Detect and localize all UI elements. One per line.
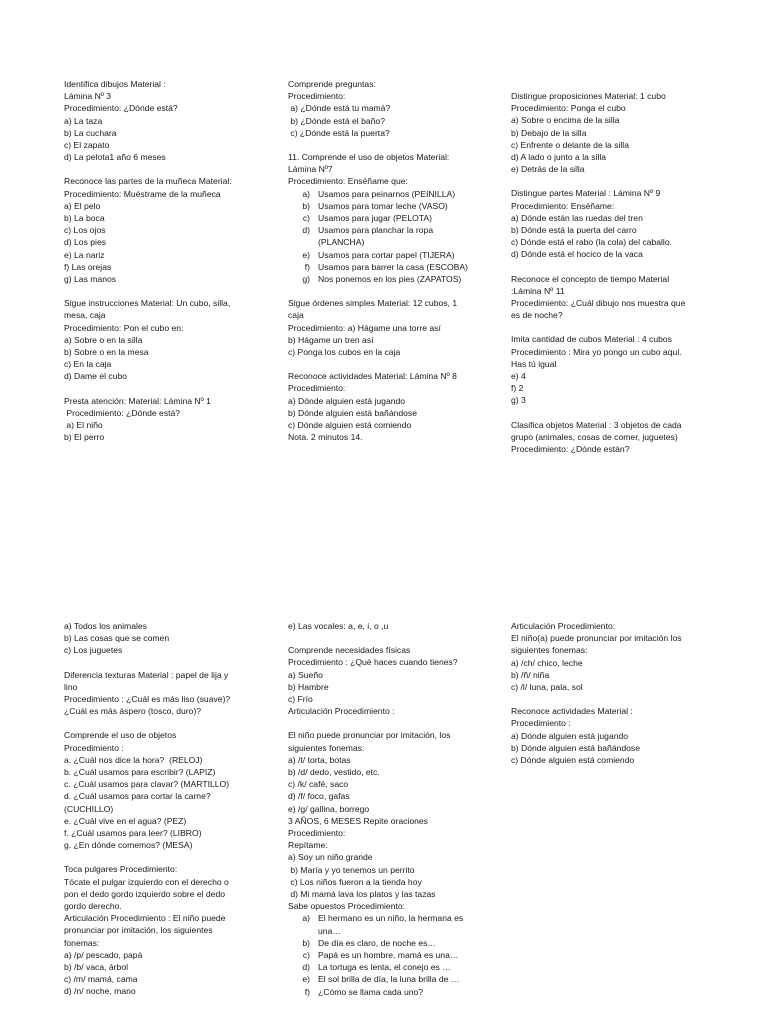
- text-line: b) /d/ dedo, vestido, etc.: [288, 767, 380, 778]
- text-line: Procedimiento : ¿Qué haces cuando tienes?: [288, 657, 458, 668]
- text-line: b) María y yo tenemos un perrito: [288, 864, 415, 875]
- text-line: Procedimiento : Mira yo pongo un cubo aquí.: [511, 346, 683, 357]
- text-line: fonemas:: [64, 937, 100, 948]
- text-line: Identifica dibujos Material :: [64, 79, 166, 89]
- text-line: Distingue proposiciones Material: 1 cubo: [511, 91, 666, 101]
- list-marker: e): [302, 974, 310, 985]
- text-line: gordo derecho.: [64, 901, 122, 912]
- top-column-1: [64, 78, 274, 443]
- text-line: Distingue partes Material : Lámina Nº 9: [511, 188, 661, 199]
- text-line: pon el dedo gordo izquierdo sobre el dedo: [64, 888, 226, 899]
- text-line: b) ¿Dónde está el baño?: [288, 115, 385, 126]
- text-line: f. ¿Cuál usamos para leer? (LIBRO): [64, 828, 202, 839]
- text-line: c) Los juguetes: [64, 645, 123, 656]
- list-marker: d): [302, 225, 310, 236]
- list-item: [288, 986, 498, 998]
- text-line: Procedimiento: ¿Dónde está?: [64, 103, 178, 114]
- spacer: [511, 261, 721, 273]
- text-line: Reconoce el concepto de tiempo Material: [511, 273, 670, 284]
- text-line: pronunciar por imitación, los siguientes: [64, 925, 213, 936]
- spacer: [64, 383, 274, 395]
- bottom-column-3: [511, 620, 721, 766]
- text-line: c) Dónde está el rabo (la cola) del caballo.: [511, 237, 672, 248]
- text-line: Procedimiento: Ponga el cubo: [511, 103, 626, 114]
- text-line: Comprende necesidades físicas: [288, 645, 411, 656]
- text-line: a) El niño: [64, 420, 103, 431]
- list-marker: b): [302, 937, 310, 948]
- spacer: [288, 285, 498, 297]
- top-column-3: [511, 90, 721, 455]
- list-item-text: Papá es un hombre, mamá es una…: [318, 950, 459, 961]
- text-line: Diferencia texturas Material : papel de lija y: [64, 669, 229, 680]
- text-line: :Lámina Nº 11: [511, 285, 565, 296]
- text-line: e) Detrás de la silla: [511, 164, 585, 175]
- text-line: Clasifica objetos Material : 3 objetos de cada: [511, 419, 682, 430]
- spacer: [64, 717, 274, 729]
- text-line: c) Los ojos: [64, 225, 106, 236]
- list-item-text: Usamos para barrer la casa (ESCOBA): [318, 261, 468, 272]
- list-marker: [288, 236, 318, 248]
- text-line: a) ¿Dónde está tu mamá?: [288, 103, 391, 114]
- list-item: [288, 249, 498, 261]
- text-line: a) Sobre o encima de la silla: [511, 115, 620, 126]
- text-line: Procedimiento:: [288, 828, 346, 839]
- text-line: Lámina Nº7: [288, 164, 333, 175]
- text-line: Lámina Nº 3: [64, 91, 112, 102]
- text-line: a. ¿Cuál nos dice la hora? (RELOJ): [64, 754, 203, 765]
- list-item-text: El sol brilla de día, la luna brilla de …: [318, 974, 460, 985]
- text-line: Procedimiento: Enséñame:: [511, 200, 615, 211]
- text-line: c) Ponga los cubos en la caja: [288, 347, 401, 358]
- text-line: b) La boca: [64, 213, 105, 224]
- text-line: Procedimiento : ¿Cuál es más liso (suave)?: [64, 694, 231, 705]
- text-line: a) Sobre o en la silla: [64, 334, 143, 345]
- list-marker: f): [304, 986, 310, 997]
- text-line: b) La cuchara: [64, 127, 117, 138]
- list-item: [288, 273, 498, 285]
- list-marker: d): [302, 962, 310, 973]
- text-line: d) A lado o junto a la silla: [511, 152, 607, 163]
- text-line: b) El perro: [64, 432, 105, 443]
- text-line: d) /f/ foco, gafas: [288, 791, 350, 802]
- list-item: [288, 912, 498, 924]
- list-item-text: Usamos para planchar la ropa: [318, 225, 434, 236]
- text-line: c. ¿Cuál usamos para clavar? (MARTILLO): [64, 779, 230, 790]
- text-line: c) /l/ luna, pala, sol: [511, 682, 583, 693]
- text-line: Articulación Procedimiento : El niño puede: [64, 913, 226, 924]
- text-line: b) Dónde alguien está bañándose: [288, 407, 418, 418]
- text-line: Repítame:: [288, 840, 328, 851]
- text-line: Procedimiento: ¿Dónde está?: [64, 407, 181, 418]
- text-line: b) Hágame un tren así: [288, 334, 374, 345]
- spacer: [288, 358, 498, 370]
- text-line: caja: [288, 310, 304, 321]
- list-marker: [288, 925, 318, 937]
- text-line: Tócate el pulgar izquierdo con el derecho o: [64, 876, 229, 887]
- list-item: [288, 188, 498, 200]
- text-line: Reconoce las partes de la muñeca Material:: [64, 176, 232, 187]
- text-line: grupo (animales, cosas de comer, juguetes): [511, 431, 678, 442]
- list-item: [288, 200, 498, 212]
- text-line: f) Las orejas: [64, 261, 112, 272]
- text-line: 11. Comprende el uso de objetos Material:: [288, 152, 450, 163]
- list-item: [288, 212, 498, 224]
- list-marker: e): [302, 249, 310, 260]
- text-line: e. ¿Cuál vive en el agua? (PEZ): [64, 815, 187, 826]
- list-marker: a): [302, 188, 310, 199]
- list-item: [288, 925, 498, 937]
- text-line: Reconoce actividades Material :: [511, 706, 633, 717]
- list-marker: c): [302, 950, 310, 961]
- text-line: c) Los niños fueron a la tienda hoy: [288, 876, 422, 887]
- text-line: Procedimiento:: [288, 91, 346, 102]
- text-line: Procedimiento: Enséñame que:: [288, 176, 408, 187]
- list-item: [288, 961, 498, 973]
- spacer: [64, 285, 274, 297]
- text-line: e) 4: [511, 371, 526, 382]
- list-marker: a): [302, 913, 310, 924]
- text-line: a) /p/ pescado, papá: [64, 949, 143, 960]
- list-item: [288, 261, 498, 273]
- text-line: Reconoce actividades Material: Lámina Nº 8: [288, 371, 457, 382]
- list-item-text: una…: [318, 925, 341, 936]
- list-marker: f): [304, 261, 310, 272]
- text-line: siguientes fonemas:: [511, 645, 588, 656]
- list-item-text: Usamos para cortar papel (TIJERA): [318, 249, 455, 260]
- text-line: c) Enfrente o delante de la silla: [511, 139, 629, 150]
- text-line: 3 AÑOS, 6 MESES Repite oraciones: [288, 815, 428, 826]
- text-line: d) La pelota1 año 6 meses: [64, 152, 166, 163]
- text-line: es de noche?: [511, 310, 563, 321]
- top-column-2: [288, 78, 498, 443]
- text-line: siguientes fonemas:: [288, 742, 365, 753]
- text-line: Articulación Procedimiento:: [511, 621, 616, 631]
- text-line: c) Frío: [288, 694, 313, 705]
- text-line: e) Las vocales: a, e, i, o ,u: [288, 621, 389, 631]
- list-item-text: Usamos para peinarnos (PEINILLA): [318, 188, 456, 199]
- text-line: f) 2: [511, 383, 524, 394]
- text-line: g) 3: [511, 395, 526, 406]
- text-line: Procedimiento: Muéstrame de la muñeca: [64, 188, 221, 199]
- text-line: El niño puede pronunciar por imitación, los: [288, 730, 451, 741]
- text-line: a) Dónde alguien está jugando: [288, 395, 406, 406]
- bottom-column-1: [64, 620, 274, 998]
- text-line: b) Sobre o en la mesa: [64, 347, 149, 358]
- text-line: c) ¿Dónde está la puerta?: [288, 127, 390, 138]
- text-line: Sigue órdenes simples Material: 12 cubos, 1: [288, 298, 458, 309]
- text-line: Procedimiento: a) Hágame una torre así: [288, 322, 441, 333]
- text-line: d) /n/ noche, mano: [64, 986, 136, 997]
- text-line: Procedimiento: ¿Cuál dibujo nos muestra que: [511, 298, 686, 309]
- text-line: Sigue instrucciones Material: Un cubo, silla,: [64, 298, 231, 309]
- text-line: c) /m/ mamá, cama: [64, 974, 138, 985]
- spacer: [288, 632, 498, 644]
- text-line: Procedimiento :: [511, 718, 571, 729]
- text-line: El niño(a) puede pronunciar por imitación los: [511, 633, 682, 644]
- text-line: b) Dónde alguien está bañándose: [511, 742, 641, 753]
- list-item-text: ¿Cómo se llama cada uno?: [318, 986, 424, 997]
- text-line: a) Todos los animales: [64, 621, 147, 631]
- spacer: [288, 717, 498, 729]
- text-line: Procedimiento: ¿Dónde están?: [511, 444, 630, 455]
- text-line: Sabe opuestos Procedimiento:: [288, 901, 406, 912]
- text-line: Has tú igual: [511, 358, 557, 369]
- spacer: [511, 407, 721, 419]
- text-line: b) Las cosas que se comen: [64, 633, 170, 644]
- text-line: c) El zapato: [64, 140, 110, 151]
- bottom-column-2: [288, 620, 498, 998]
- text-line: Presta atención: Material: Lámina Nº 1: [64, 395, 211, 406]
- text-line: Comprende el uso de objetos: [64, 730, 177, 741]
- text-line: d) Dónde está el hocico de la vaca: [511, 249, 643, 260]
- text-line: a) Sueño: [288, 669, 323, 680]
- text-line: d) Mi mamá lava los platos y las tazas: [288, 889, 436, 900]
- list-item-text: De día es claro, de noche es…: [318, 937, 436, 948]
- text-line: mesa, caja: [64, 310, 106, 321]
- text-line: a) /ch/ chico, leche: [511, 657, 583, 668]
- text-line: Imita cantidad de cubos Material : 4 cubos: [511, 334, 672, 345]
- list-item: [288, 224, 498, 236]
- text-line: b. ¿Cuál usamos para escribir? (LAPIZ): [64, 767, 216, 778]
- text-line: a) El pelo: [64, 200, 101, 211]
- list-marker: b): [302, 200, 310, 211]
- list-item-text: La tortuga es lenta, el conejo es …: [318, 962, 451, 973]
- text-line: b) Hambre: [288, 681, 329, 692]
- list-item-text: Nos ponemos en los pies (ZAPATOS): [318, 274, 462, 285]
- text-line: d) Los pies: [64, 237, 107, 248]
- text-line: ¿Cuál es más áspero (tosco, duro)?: [64, 706, 202, 717]
- text-line: e) La nariz: [64, 249, 105, 260]
- list-item: [288, 949, 498, 961]
- spacer: [64, 657, 274, 669]
- list-item-text: El hermano es un niño, la hermana es: [318, 913, 464, 924]
- spacer: [511, 693, 721, 705]
- text-line: (CUCHILLO): [64, 803, 114, 814]
- list-item: [288, 236, 498, 248]
- spacer: [511, 175, 721, 187]
- text-line: c) Dónde alguien está comiendo: [511, 755, 635, 766]
- spacer: [64, 163, 274, 175]
- spacer: [511, 321, 721, 333]
- text-line: e) /g/ gallina, borrego: [288, 803, 370, 814]
- list-marker: c): [302, 213, 310, 224]
- text-line: Procedimiento:: [288, 383, 346, 394]
- text-line: Procedimiento :: [64, 742, 124, 753]
- text-line: c) En la caja: [64, 359, 112, 370]
- text-line: g. ¿En dónde comemos? (MESA): [64, 840, 193, 851]
- text-line: Nota. 2 minutos 14.: [288, 432, 363, 443]
- text-line: c) /k/ café, saco: [288, 779, 349, 790]
- text-line: lino: [64, 681, 78, 692]
- text-line: d. ¿Cuál usamos para cortar la carne?: [64, 791, 211, 802]
- text-line: Comprende preguntas:: [288, 79, 376, 89]
- text-line: a) /t/ torta, botas: [288, 754, 351, 765]
- text-line: b) Debajo de la silla: [511, 127, 587, 138]
- list-item-text: Usamos para tomar leche (VASO): [318, 200, 448, 211]
- list-item: [288, 973, 498, 985]
- list-item-text: (PLANCHA): [318, 237, 365, 248]
- text-line: b) /ñ/ niña: [511, 669, 550, 680]
- list-item: [288, 937, 498, 949]
- list-marker: g): [302, 274, 310, 285]
- text-line: Procedimiento: Pon el cubo en:: [64, 322, 184, 333]
- spacer: [64, 851, 274, 863]
- text-line: a) Soy un niño grande: [288, 852, 373, 863]
- text-line: Toca pulgares Procedimiento:: [64, 864, 178, 875]
- text-line: b) Dónde está la puerta del carro: [511, 225, 637, 236]
- text-line: a) Dónde están las ruedas del tren: [511, 212, 643, 223]
- list-item-text: Usamos para jugar (PELOTA): [318, 213, 432, 224]
- text-line: a) La taza: [64, 115, 103, 126]
- text-line: Articulación Procedimiento :: [288, 706, 395, 717]
- text-line: g) Las manos: [64, 274, 117, 285]
- text-line: c) Dónde alguien está comiendo: [288, 420, 412, 431]
- text-line: b) /b/ vaca, árbol: [64, 962, 129, 973]
- spacer: [288, 139, 498, 151]
- text-line: d) Dame el cubo: [64, 371, 128, 382]
- text-line: a) Dónde alguien está jugando: [511, 730, 629, 741]
